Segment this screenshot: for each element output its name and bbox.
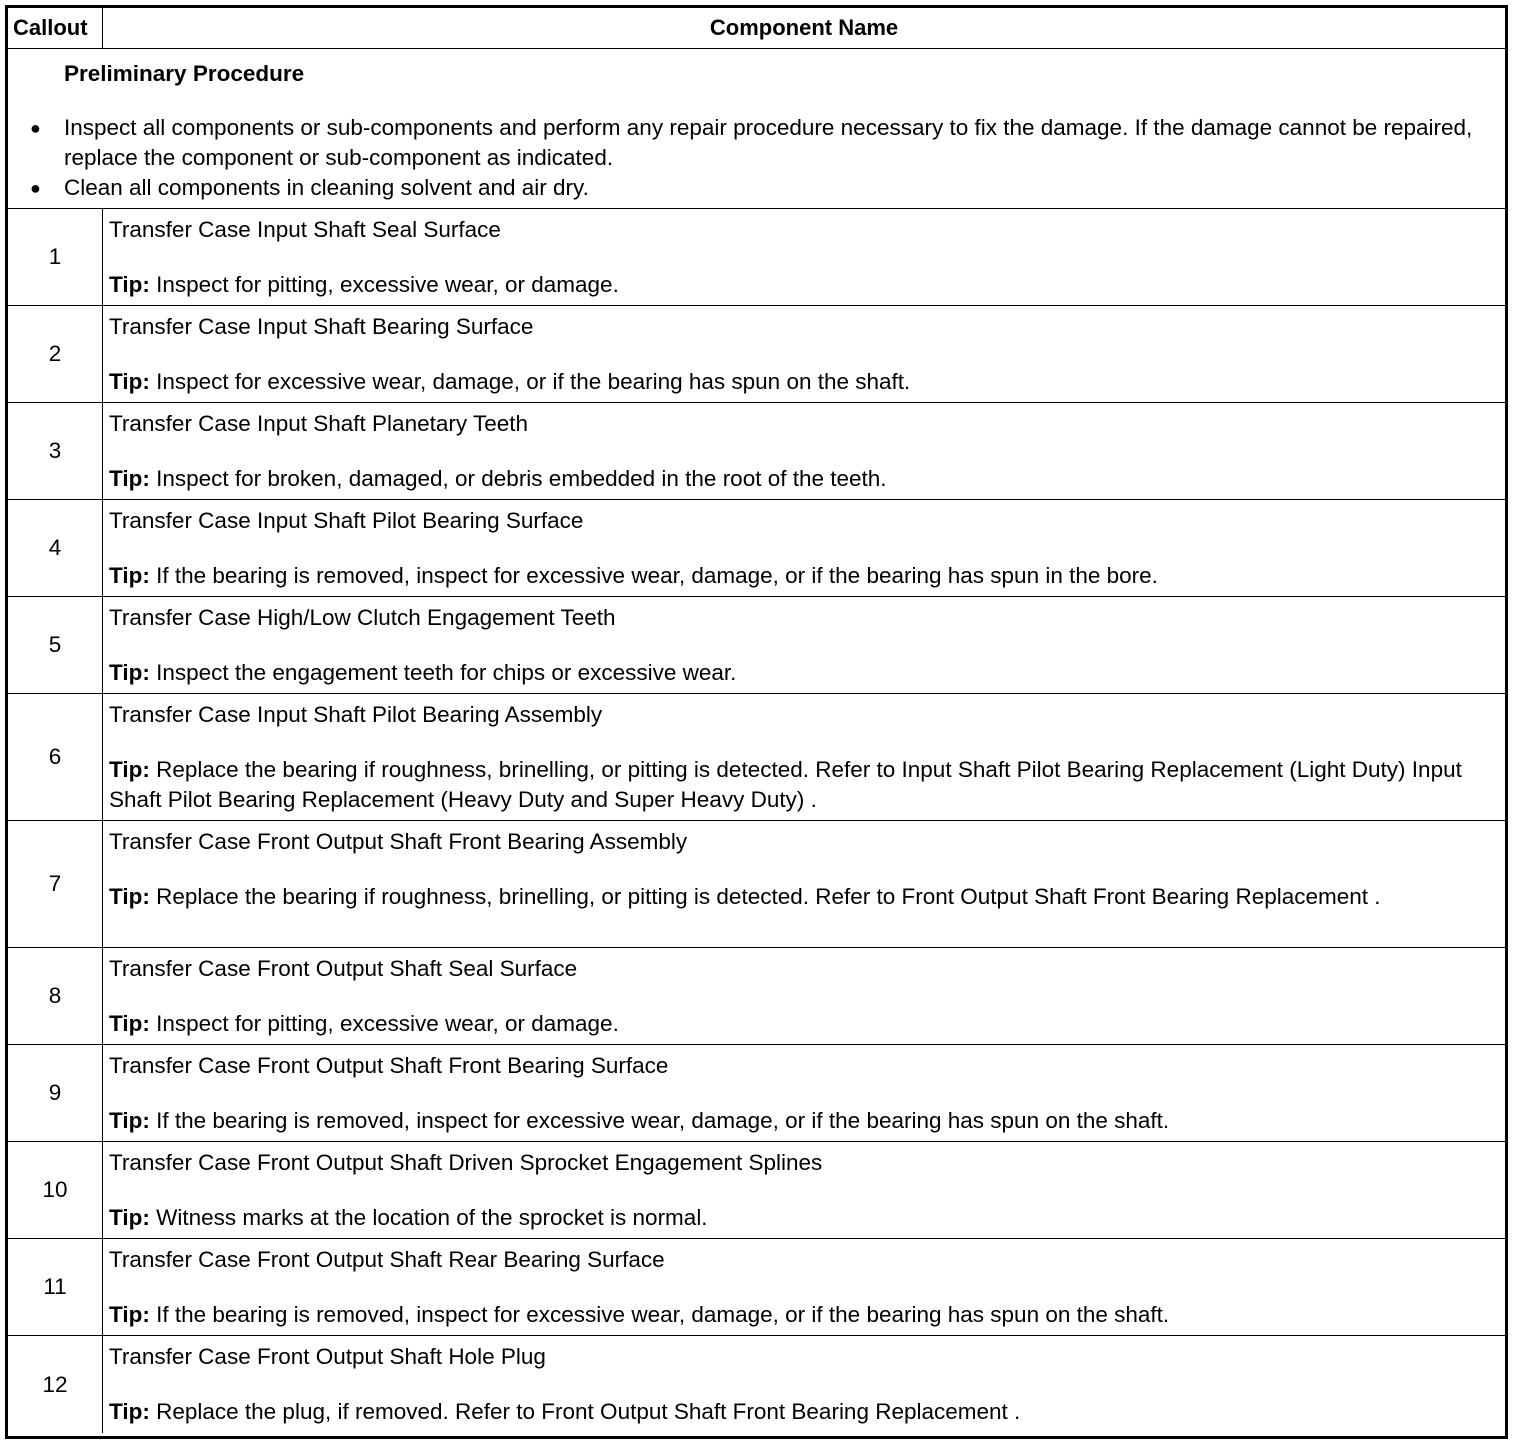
component-cell [103, 500, 1505, 597]
callout-number: 9 [8, 1045, 103, 1142]
tip-text: Inspect the engagement teeth for chips or excessive wear. [156, 660, 737, 685]
tip-label: Tip: [109, 884, 150, 909]
callout-number: 4 [8, 500, 103, 597]
tip-label: Tip: [109, 369, 150, 394]
tip-text: Inspect for pitting, excessive wear, or damage. [156, 1011, 619, 1036]
component-tip [109, 658, 1495, 688]
component-name: Transfer Case Input Shaft Seal Surface [109, 217, 501, 242]
component-tip [109, 1106, 1495, 1136]
tip-label: Tip: [109, 1399, 150, 1424]
component-name-column-header: Component Name [103, 8, 1505, 49]
component-name: Transfer Case High/Low Clutch Engagement Teeth [109, 605, 616, 630]
component-tip [109, 755, 1495, 815]
component-cell [103, 403, 1505, 500]
component-name: Transfer Case Front Output Shaft Front Bearing Surface [109, 1053, 669, 1078]
component-tip [109, 561, 1495, 591]
tip-label: Tip: [109, 1011, 150, 1036]
preliminary-procedure-title: Preliminary Procedure [64, 61, 305, 86]
component-tip [109, 1300, 1495, 1330]
callout-number: 2 [8, 306, 103, 403]
component-cell [103, 1239, 1505, 1336]
component-name: Transfer Case Input Shaft Pilot Bearing Assembly [109, 702, 603, 727]
callout-number: 7 [8, 821, 103, 948]
component-name: Transfer Case Input Shaft Bearing Surface [109, 314, 534, 339]
tip-label: Tip: [109, 660, 150, 685]
component-tip [109, 1203, 1495, 1233]
tip-text: Inspect for broken, damaged, or debris embedded in the root of the teeth. [156, 466, 887, 491]
component-tip [109, 367, 1495, 397]
preliminary-bullet [30, 173, 1485, 203]
component-name: Transfer Case Input Shaft Planetary Teeth [109, 411, 528, 436]
component-cell [103, 209, 1505, 306]
component-cell [103, 948, 1505, 1045]
bullet-icon: ● [30, 118, 41, 138]
tip-label: Tip: [109, 466, 150, 491]
tip-text: Replace the plug, if removed. Refer to Front Output Shaft Front Bearing Replacement . [156, 1399, 1021, 1424]
tip-text: Witness marks at the location of the sprocket is normal. [156, 1205, 708, 1230]
component-tip [109, 1009, 1495, 1039]
component-name: Transfer Case Front Output Shaft Hole Plug [109, 1344, 546, 1369]
preliminary-procedure [8, 49, 1505, 209]
component-cell [103, 306, 1505, 403]
component-cell [103, 597, 1505, 694]
bullet-icon: ● [30, 178, 41, 198]
component-tip [109, 464, 1495, 494]
tip-label: Tip: [109, 272, 150, 297]
callout-number: 5 [8, 597, 103, 694]
component-name: Transfer Case Front Output Shaft Driven Sprocket Engagement Splines [109, 1150, 823, 1175]
callout-number: 3 [8, 403, 103, 500]
tip-text: Replace the bearing if roughness, brinelling, or pitting is detected. Refer to Input Shaft Pilot Bearing Replacement (Light Duty) Input Shaft Pilot Bearing Replacement (Heavy Duty and Super Heavy Duty) . [109, 757, 1462, 812]
bullet-text: Inspect all components or sub-components and perform any repair procedure necessary to fix the damage. If the damage cannot be repaired, replace the component or sub-component as indicated. [64, 115, 1473, 170]
callout-number: 12 [8, 1336, 103, 1433]
component-cell [103, 1045, 1505, 1142]
callout-number: 10 [8, 1142, 103, 1239]
tip-text: Inspect for excessive wear, damage, or if the bearing has spun on the shaft. [156, 369, 911, 394]
tip-label: Tip: [109, 757, 150, 782]
tip-label: Tip: [109, 1302, 150, 1327]
tip-text: If the bearing is removed, inspect for excessive wear, damage, or if the bearing has spun in the bore. [156, 563, 1158, 588]
callout-column-header: Callout [8, 8, 103, 49]
component-tip [109, 270, 1495, 300]
bullet-text: Clean all components in cleaning solvent and air dry. [64, 175, 589, 200]
tip-text: Inspect for pitting, excessive wear, or damage. [156, 272, 619, 297]
component-name: Transfer Case Front Output Shaft Rear Bearing Surface [109, 1247, 665, 1272]
component-cell [103, 821, 1505, 948]
tip-label: Tip: [109, 1108, 150, 1133]
callout-number: 11 [8, 1239, 103, 1336]
component-cell [103, 1142, 1505, 1239]
component-tip [109, 1397, 1495, 1427]
callout-number: 8 [8, 948, 103, 1045]
callout-number: 1 [8, 209, 103, 306]
tip-text: If the bearing is removed, inspect for excessive wear, damage, or if the bearing has spun on the shaft. [156, 1108, 1170, 1133]
component-tip [109, 882, 1495, 912]
component-name: Transfer Case Front Output Shaft Seal Surface [109, 956, 578, 981]
tip-text: Replace the bearing if roughness, brinelling, or pitting is detected. Refer to Front Output Shaft Front Bearing Replacement . [156, 884, 1381, 909]
component-name: Transfer Case Front Output Shaft Front Bearing Assembly [109, 829, 688, 854]
preliminary-bullet [30, 113, 1485, 173]
component-name: Transfer Case Input Shaft Pilot Bearing Surface [109, 508, 584, 533]
component-cell [103, 694, 1505, 821]
tip-text: If the bearing is removed, inspect for excessive wear, damage, or if the bearing has spun on the shaft. [156, 1302, 1170, 1327]
component-table [5, 5, 1508, 1439]
component-cell [103, 1336, 1505, 1433]
callout-number: 6 [8, 694, 103, 821]
tip-label: Tip: [109, 563, 150, 588]
tip-label: Tip: [109, 1205, 150, 1230]
